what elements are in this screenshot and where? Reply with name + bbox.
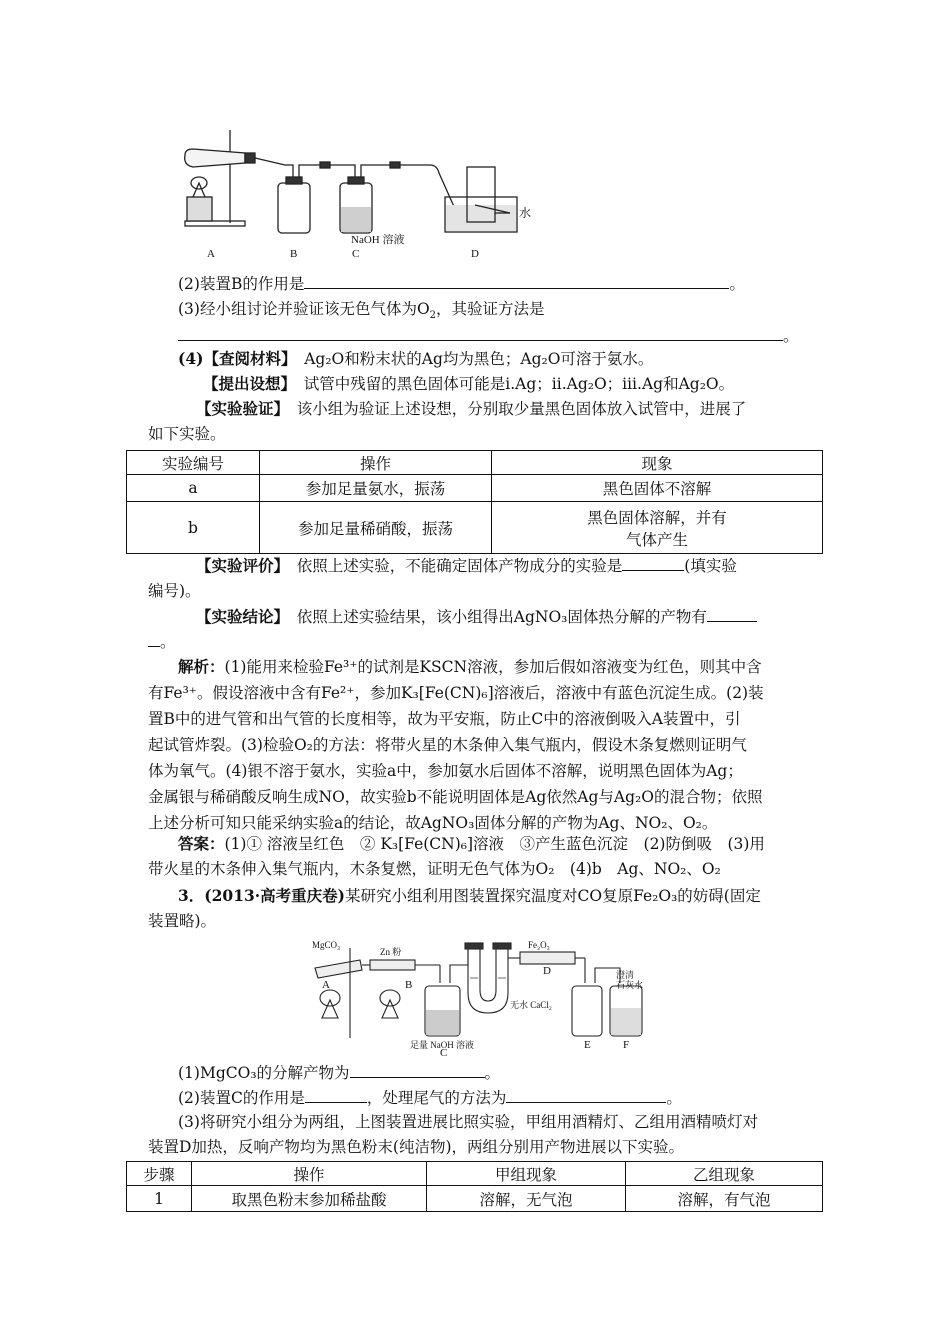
figure1-water-label: 水 bbox=[519, 206, 532, 220]
apparatus-figure-2 bbox=[310, 938, 660, 1058]
table1-row bbox=[127, 475, 823, 502]
q2-answer-blank[interactable] bbox=[304, 274, 729, 289]
answer-line2: 带火星的木条伸入集气瓶内，木条复燃，证明无色气体为O₂ (4)b Ag、NO₂、O₂ bbox=[148, 860, 721, 878]
eval-line: 【实验评价】 依照上述实验，不能确定固体产物成分的实验是 (填实验 bbox=[196, 556, 737, 575]
table1-header: 现象 bbox=[492, 451, 823, 475]
table1-header: 实验编号 bbox=[127, 451, 260, 475]
table2-row bbox=[127, 1186, 823, 1212]
table1-header: 操作 bbox=[260, 451, 492, 475]
table1-cell: b bbox=[127, 502, 260, 554]
problem3-line1: 3．(2013·高考重庆卷)某研究小组利用图装置探究温度对CO复原Fe₂O₃的妨碍(固定 bbox=[178, 886, 761, 905]
table2-cell: 1 bbox=[127, 1186, 192, 1212]
table2-header: 甲组现象 bbox=[427, 1162, 626, 1186]
figure2-label-c: C bbox=[440, 1047, 448, 1058]
answer-line: 答案：(1)① 溶液呈红色 ② K₃[Fe(CN)₆]溶液 ③产生蓝色沉淀 (2)防倒吸 (3)用 bbox=[178, 834, 765, 853]
analysis-line: 金属银与稀硝酸反响生成NO，故实验b不能说明固体是Ag依然Ag与Ag₂O的混合物；依照 bbox=[148, 788, 763, 806]
figure2-limewater-label: 澄清 bbox=[616, 970, 635, 980]
figure2-zn-label: Zn 粉 bbox=[380, 947, 402, 957]
eval-answer-blank[interactable] bbox=[622, 556, 684, 571]
table2-cell: 取黑色粉末参加稀盐酸 bbox=[192, 1186, 427, 1212]
concl-line2: 。 bbox=[148, 631, 176, 653]
figure2-label-a: A bbox=[322, 979, 330, 991]
problem3-line2: 装置略)。 bbox=[148, 912, 217, 930]
figure2-naoh-label: 足量 NaOH 溶液 bbox=[410, 1040, 474, 1050]
figure2-label-b: B bbox=[405, 979, 413, 991]
p3-q3-line1: (3)将研究小组分为两组，上图装置进展比照实验，甲组用酒精灯、乙组用酒精喷灯对 bbox=[178, 1113, 758, 1131]
q3-line: (3)经小组讨论并验证该无色气体为$O_2$，其验证方法是 bbox=[178, 300, 545, 322]
table2-header: 操作 bbox=[192, 1162, 427, 1186]
q3-answer-blank[interactable] bbox=[178, 326, 783, 341]
figure1-naoh-label: NaOH 溶液 bbox=[351, 234, 405, 246]
analysis-line: 体为氧气。(4)银不溶于氨水，实验a中，参加氨水后固体不溶解，说明黑色固体为Ag； bbox=[148, 762, 743, 780]
table2-header-row bbox=[127, 1162, 823, 1186]
eval-line2: 编号)。 bbox=[148, 582, 201, 600]
figure1-label-c: C bbox=[352, 248, 360, 260]
table2-header: 步骤 bbox=[127, 1162, 192, 1186]
q4-line2: 【提出设想】 试管中残留的黑色固体可能是ⅰ.Ag；ⅱ.Ag₂O；ⅲ.Ag和Ag₂O。 bbox=[203, 374, 735, 393]
figure2-label-f: F bbox=[623, 1039, 630, 1051]
apparatus-figure-1 bbox=[175, 125, 555, 265]
table1-cell: 参加足量稀硝酸，振荡 bbox=[260, 502, 492, 554]
figure2-limewater-label: 石灰水 bbox=[616, 980, 644, 990]
figure1-label-b: B bbox=[290, 248, 298, 260]
concl-answer-blank[interactable] bbox=[707, 607, 757, 622]
analysis-line: 上述分析可知只能采纳实验a的结论，故AgNO₃固体分解的产物为Ag、NO₂、O₂。 bbox=[148, 814, 718, 832]
experiment-table-1 bbox=[126, 450, 823, 554]
p3-q2-blank-1[interactable] bbox=[305, 1088, 367, 1103]
table1-header-row bbox=[127, 451, 823, 475]
analysis-line: 有Fe³⁺。假设溶液中含有Fe²⁺，参加K₃[Fe(CN)₆]溶液后，溶液中有蓝色沉淀生成。(2)装 bbox=[148, 684, 764, 702]
q4-line4: 如下实验。 bbox=[148, 425, 226, 443]
concl-line: 【实验结论】 依照上述实验结果，该小组得出AgNO₃固体热分解的产物有 bbox=[196, 606, 757, 628]
analysis-line: 解析：(1)能用来检验Fe³⁺的试剂是KSCN溶液，参加后假如溶液变为红色，则其中含 bbox=[178, 657, 762, 676]
figure2-mgco3-label: MgCO₃ bbox=[312, 940, 341, 950]
q4-line1: (4)【查阅材料】 Ag₂O和粉末状的Ag均为黑色；Ag₂O可溶于氨水。 bbox=[178, 349, 654, 368]
analysis-line: 起试管炸裂。(3)检验O₂的方法：将带火星的木条伸入集气瓶内，假设木条复燃则证明气 bbox=[148, 736, 747, 754]
figure2-label-e: E bbox=[584, 1039, 591, 1051]
table1-cell: 黑色固体溶解，并有 气体产生 bbox=[492, 502, 823, 554]
analysis-line: 置B中的进气管和出气管的长度相等，故为平安瓶，防止C中的溶液倒吸入A装置中，引 bbox=[148, 710, 741, 728]
figure1-label-a: A bbox=[207, 248, 215, 260]
table2-cell: 溶解，有气泡 bbox=[626, 1186, 823, 1212]
table1-cell: 黑色固体不溶解 bbox=[492, 475, 823, 502]
figure2-fe2o3-label: Fe₂O₃ bbox=[528, 940, 550, 950]
table2-header: 乙组现象 bbox=[626, 1162, 823, 1186]
p3-q2-line: (2)装置C的作用是 ，处理尾气的方法为 。 bbox=[178, 1089, 682, 1107]
table2-cell: 溶解，无气泡 bbox=[427, 1186, 626, 1212]
p3-q2-blank-2[interactable] bbox=[506, 1088, 666, 1103]
figure2-cacl2-label: 无水 CaCl₂ bbox=[510, 1000, 552, 1010]
table1-cell: a bbox=[127, 475, 260, 502]
p3-q3-line2: 装置D加热，反响产物均为黑色粉末(纯洁物)，两组分别用产物进展以下实验。 bbox=[148, 1138, 685, 1156]
p3-q1-blank[interactable] bbox=[350, 1063, 485, 1078]
q2-line: (2)装置B的作用是 。 bbox=[178, 275, 745, 293]
experiment-table-2 bbox=[126, 1161, 823, 1212]
figure2-label-d: D bbox=[543, 965, 551, 977]
q3-answer-line: 。 bbox=[178, 325, 799, 347]
table1-cell: 参加足量氨水，振荡 bbox=[260, 475, 492, 502]
figure1-label-d: D bbox=[471, 248, 479, 260]
q4-line3: 【实验验证】 该小组为验证上述设想，分别取少量黑色固体放入试管中，进展了 bbox=[196, 399, 747, 418]
table1-row bbox=[127, 502, 823, 554]
p3-q1-line: (1)MgCO₃的分解产物为 。 bbox=[178, 1064, 501, 1082]
